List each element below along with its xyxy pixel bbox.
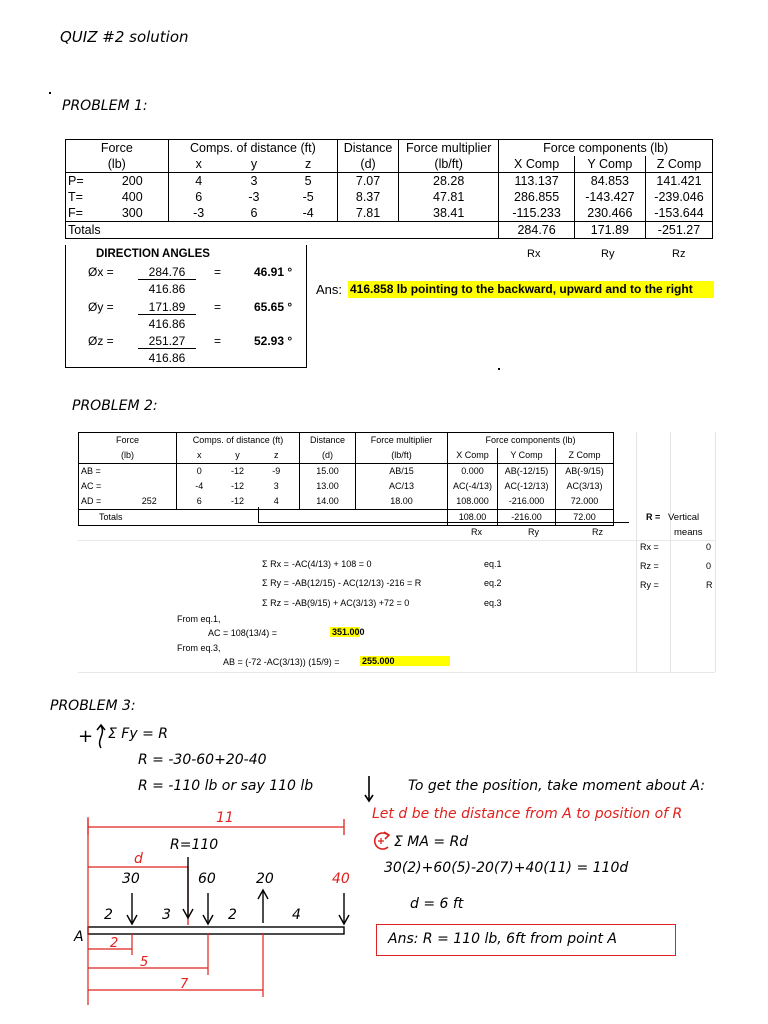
header-z: z <box>279 156 338 173</box>
row-fz: AB(-9/15) <box>556 464 614 480</box>
row-x: -4 <box>177 479 222 494</box>
eq1-lhs: Σ Rx = <box>262 559 289 569</box>
grid-line <box>258 522 629 523</box>
row-x: -3 <box>168 205 229 222</box>
row-fy: -143.427 <box>574 189 645 205</box>
side-ry-value: R <box>706 580 713 590</box>
header-components: Force components (lb) <box>448 433 614 449</box>
row-y: -3 <box>248 190 260 204</box>
row-m: 18.00 <box>356 494 448 510</box>
header-ycomp: Y Comp <box>574 156 645 173</box>
row-z: 3 <box>273 481 279 491</box>
row-force <box>123 479 177 494</box>
eq3-tag: eq.3 <box>484 598 502 608</box>
header-y: y <box>222 448 254 464</box>
dim-label-5: 5 <box>140 955 149 970</box>
header-xcomp: X Comp <box>499 156 574 173</box>
down-arrow-icon <box>362 774 376 804</box>
totals-label: Totals <box>79 510 177 526</box>
grid-line <box>636 432 637 672</box>
row-z: 5 <box>304 174 312 188</box>
ab-expression: AB = (-72 -AC(3/13)) (15/9) = <box>223 657 340 667</box>
force-20-label: 20 <box>256 871 274 887</box>
header-distance-unit: (d) <box>338 156 399 173</box>
header-force-unit: (lb) <box>79 448 177 464</box>
header-multiplier-unit: (lb/ft) <box>398 156 499 173</box>
eq3-rhs: -AB(9/15) + AC(3/13) +72 = 0 <box>292 598 410 608</box>
row-name: AD = <box>79 494 123 510</box>
r-line2: R = -110 lb or say 110 lb <box>138 778 314 794</box>
row-y: -12 <box>230 481 244 491</box>
side-r-eq: R = <box>646 512 661 522</box>
row-fx: AC(-4/13) <box>448 479 498 494</box>
r-line1: R = -30-60+20-40 <box>138 752 267 768</box>
header-force: Force <box>66 140 169 157</box>
dim-label-11: 11 <box>216 810 234 826</box>
table-row <box>79 464 614 480</box>
rz-label: Rz <box>672 248 686 260</box>
grid-line <box>258 507 259 523</box>
force-60-label: 60 <box>198 871 216 887</box>
row-x: 4 <box>168 173 229 190</box>
row-fy: 230.466 <box>574 205 645 222</box>
sum-fy: Σ Fy = R <box>108 726 168 742</box>
eq1-rhs: -AC(4/13) + 108 = 0 <box>292 559 372 569</box>
row-d: 8.37 <box>338 189 399 205</box>
row-fz: -153.644 <box>645 205 712 222</box>
angle-y-den: 416.86 <box>148 317 186 331</box>
row-fy: AB(-12/15) <box>498 464 556 480</box>
row-fx: 108.000 <box>448 494 498 510</box>
row-name: F= <box>66 205 97 222</box>
row-z: -4 <box>279 205 338 222</box>
header-comps: Comps. of distance (ft) <box>168 140 338 157</box>
rx-label: Rx <box>471 527 482 537</box>
ry-label: Ry <box>601 248 615 260</box>
totals-fz: 72.00 <box>556 510 614 526</box>
from-eq1: From eq.1, <box>177 614 221 624</box>
d-label: d <box>134 851 143 867</box>
ans-value: 416.858 lb pointing to the backward, upward and to the right <box>348 281 714 298</box>
row-m: AB/15 <box>356 464 448 480</box>
header-comps: Comps. of distance (ft) <box>177 433 300 449</box>
row-fz: 141.421 <box>645 173 712 190</box>
point-a-label: A <box>74 929 84 945</box>
row-d: 7.81 <box>338 205 399 222</box>
totals-fy: -216.00 <box>498 510 556 526</box>
row-m: 28.28 <box>398 173 499 190</box>
header-force: Force <box>79 433 177 449</box>
header-distance: Distance <box>338 140 399 157</box>
plus-sign: + <box>78 726 94 747</box>
header-zcomp: Z Comp <box>645 156 712 173</box>
header-ycomp: Y Comp <box>498 448 556 464</box>
problem2-table <box>78 432 614 526</box>
header-force-unit: (lb) <box>66 156 169 173</box>
row-fz: 72.000 <box>556 494 614 510</box>
quiz-title: QUIZ #2 solution <box>60 28 189 46</box>
angle-x-num: 284.76 <box>138 265 196 280</box>
side-means: means <box>674 527 703 538</box>
rz-label: Rz <box>592 527 603 537</box>
beam <box>88 927 344 934</box>
totals-fx: 108.00 <box>448 510 498 526</box>
totals-label: Totals <box>66 222 169 239</box>
r-label: R=110 <box>170 837 219 853</box>
side-vertical: Vertical <box>668 512 700 523</box>
table-row <box>79 494 614 510</box>
side-rx-label: Rx = <box>640 542 659 552</box>
header-distance-unit: (d) <box>300 448 356 464</box>
row-y: 6 <box>229 205 279 222</box>
angle-z-value: 52.93 ° <box>254 334 293 348</box>
grid-line <box>78 672 715 673</box>
grid-line <box>670 432 671 672</box>
dim-label-2: 2 <box>110 936 119 951</box>
side-rz-value: 0 <box>706 561 712 571</box>
problem1-table <box>65 139 713 239</box>
header-multiplier: Force multiplier <box>356 433 448 449</box>
row-d: 13.00 <box>300 479 356 494</box>
row-z: -9 <box>272 466 281 476</box>
angle-x-label: Øx = <box>88 265 114 279</box>
grid-line <box>715 432 716 672</box>
angle-z-eq: = <box>214 334 222 348</box>
beam-diagram <box>60 805 380 1020</box>
row-fx: -115.233 <box>499 205 574 222</box>
angle-y-label: Øy = <box>88 300 114 314</box>
ac-expression: AC = 108(13/4) = <box>208 628 278 638</box>
row-force: 200 <box>121 174 143 188</box>
side-rz-label: Rz = <box>640 561 659 571</box>
table-row <box>66 189 713 205</box>
row-name: AB = <box>79 464 123 480</box>
totals-fz: -251.27 <box>645 222 712 239</box>
row-name: AC = <box>79 479 123 494</box>
totals-row <box>66 222 713 239</box>
angle-y-value: 65.65 ° <box>254 300 293 314</box>
ab-value: 255.000 <box>360 656 450 666</box>
angle-x-eq: = <box>214 265 222 279</box>
eq2-tag: eq.2 <box>484 578 502 588</box>
row-force: 400 <box>121 190 143 204</box>
row-x: 6 <box>168 189 229 205</box>
ans-label: Ans: <box>316 282 343 297</box>
eq2-rhs: -AB(12/15) - AC(12/13) -216 = R <box>292 578 422 588</box>
header-x: x <box>177 448 222 464</box>
table-row <box>66 205 713 222</box>
row-m: 47.81 <box>398 189 499 205</box>
table-row <box>79 479 614 494</box>
position-note: To get the position, take moment about A: <box>408 778 705 794</box>
row-x: 0 <box>177 464 222 480</box>
header-y: y <box>229 156 279 173</box>
direction-angles-label: DIRECTION ANGLES <box>96 248 210 260</box>
row-d: 14.00 <box>300 494 356 510</box>
angle-z-label: Øz = <box>88 334 114 348</box>
angle-z-den: 416.86 <box>148 351 186 365</box>
row-fy: 84.853 <box>574 173 645 190</box>
row-force <box>123 464 177 480</box>
side-rx-value: 0 <box>706 542 712 552</box>
totals-fy: 171.89 <box>574 222 645 239</box>
row-fx: 0.000 <box>448 464 498 480</box>
ac-value: 351.000 <box>332 627 365 637</box>
row-d: 15.00 <box>300 464 356 480</box>
problem2-heading: PROBLEM 2: <box>72 398 158 414</box>
rx-label: Rx <box>527 248 541 260</box>
row-m: AC/13 <box>356 479 448 494</box>
eq1-tag: eq.1 <box>484 559 502 569</box>
eq3-lhs: Σ Rz = <box>262 598 289 608</box>
grid-line <box>78 540 715 541</box>
header-components: Force components (lb) <box>499 140 713 157</box>
stray-dot <box>49 92 51 94</box>
table-row <box>66 173 713 190</box>
row-force: 300 <box>97 205 168 222</box>
span-4-label: 4 <box>292 907 301 923</box>
header-zcomp: Z Comp <box>556 448 614 464</box>
moment-equation: 30(2)+60(5)-20(7)+40(11) = 110d <box>384 860 629 876</box>
span-2b-label: 2 <box>228 907 237 923</box>
angle-y-num: 171.89 <box>138 300 196 315</box>
row-x: 6 <box>177 494 222 510</box>
header-xcomp: X Comp <box>448 448 498 464</box>
force-40-label: 40 <box>332 871 350 887</box>
row-fx: 286.855 <box>499 189 574 205</box>
header-multiplier: Force multiplier <box>398 140 499 157</box>
eq2-lhs: Σ Ry = <box>262 578 289 588</box>
row-m: 38.41 <box>398 205 499 222</box>
row-y: -12 <box>222 494 254 510</box>
row-fy: -216.000 <box>498 494 556 510</box>
header-distance: Distance <box>300 433 356 449</box>
answer-text: Ans: R = 110 lb, 6ft from point A <box>388 931 617 947</box>
row-z: -5 <box>302 190 314 204</box>
stray-dot <box>498 368 500 370</box>
problem3-heading: PROBLEM 3: <box>50 698 136 714</box>
totals-row <box>79 510 614 526</box>
angle-x-den: 416.86 <box>148 282 186 296</box>
from-eq3: From eq.3, <box>177 643 221 653</box>
row-fx: 113.137 <box>499 173 574 190</box>
row-d: 7.07 <box>338 173 399 190</box>
angle-y-eq: = <box>214 300 222 314</box>
span-2-label: 2 <box>104 907 113 923</box>
angle-z-num: 251.27 <box>138 334 196 349</box>
sum-ma: Σ MA = Rd <box>394 834 469 850</box>
row-fy: AC(-12/13) <box>498 479 556 494</box>
row-force: 252 <box>123 494 177 510</box>
row-fz: -239.046 <box>645 189 712 205</box>
let-d-note: Let d be the distance from A to position of R <box>372 806 683 822</box>
row-fz: AC(3/13) <box>556 479 614 494</box>
header-z: z <box>254 448 300 464</box>
problem1-heading: PROBLEM 1: <box>62 98 148 114</box>
side-ry-label: Ry = <box>640 580 659 590</box>
force-30-label: 30 <box>122 871 140 887</box>
header-multiplier-unit: (lb/ft) <box>356 448 448 464</box>
angle-x-value: 46.91 ° <box>254 265 293 279</box>
header-x: x <box>168 156 229 173</box>
d-result: d = 6 ft <box>410 896 464 912</box>
totals-fx: 284.76 <box>499 222 574 239</box>
row-name: P= <box>66 173 97 190</box>
row-name: T= <box>66 189 97 205</box>
row-y: -12 <box>230 466 244 476</box>
row-y: 3 <box>250 174 258 188</box>
dim-label-7: 7 <box>180 977 189 992</box>
span-3-label: 3 <box>162 907 171 923</box>
ry-label: Ry <box>528 527 539 537</box>
row-z: 4 <box>254 494 300 510</box>
